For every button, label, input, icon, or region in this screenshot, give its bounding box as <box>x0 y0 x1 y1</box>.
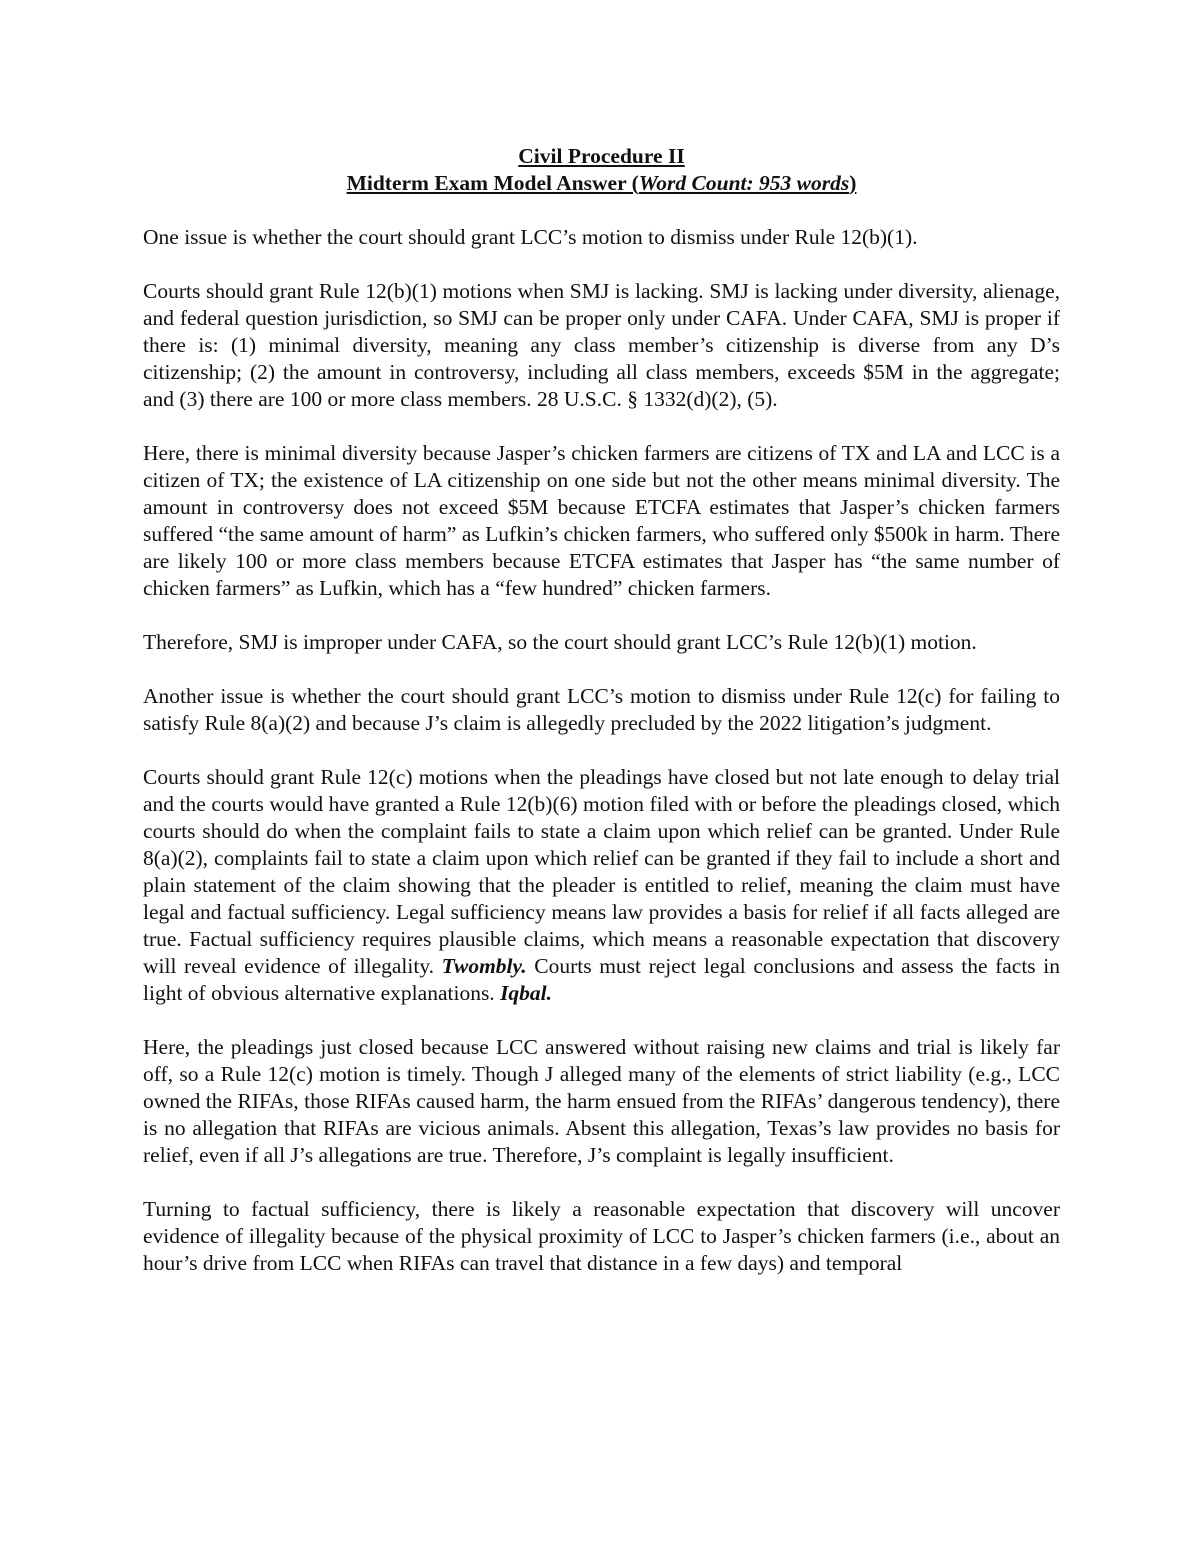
paragraph-rule-cafa: Courts should grant Rule 12(b)(1) motions when SMJ is lacking. SMJ is lacking under diversity, alienage, and federal question jurisdiction, so SMJ can be proper only under CAFA. Under CAFA, SMJ is proper if there is: (1) minimal diversity, meaning any class member’s citizenship is diverse from any D’s citizenship; (2) the amount in controversy, including all class members, exceeds $5M in the aggregate; and (3) there are 100 or more class members. 28 U.S.C. § 1332(d)(2), (5). <box>143 279 1060 411</box>
subtitle-suffix: ) <box>849 171 857 195</box>
paragraph-issue-2: Another issue is whether the court should grant LCC’s motion to dismiss under Rule 12(c) for failing to satisfy Rule 8(a)(2) and because J’s claim is allegedly precluded by the 2022 litigation’s judgment. <box>143 684 1060 735</box>
paragraph-issue-1: One issue is whether the court should grant LCC’s motion to dismiss under Rule 12(b)(1). <box>143 225 918 249</box>
subtitle-word-count: Word Count: 953 words <box>638 171 850 195</box>
rule-12c-text-b: Courts must reject legal conclusions and assess the facts in light of obvious alternative explanations. <box>143 954 1060 1005</box>
paragraph-analysis-factual-sufficiency: Turning to factual sufficiency, there is likely a reasonable expectation that discovery will uncover evidence of illegality because of the physical proximity of LCC to Jasper’s chicken farmers (i.e., about an hour’s drive from LCC when RIFAs can travel that distance in a few days) and temporal <box>143 1197 1060 1275</box>
case-citation-iqbal: Iqbal. <box>500 981 553 1005</box>
subtitle-prefix: Midterm Exam Model Answer ( <box>346 171 639 195</box>
paragraph-conclusion-cafa: Therefore, SMJ is improper under CAFA, so the court should grant LCC’s Rule 12(b)(1) motion. <box>143 630 977 654</box>
case-citation-twombly: Twombly. <box>441 954 527 978</box>
document-subtitle <box>143 170 1060 197</box>
rule-12c-text-a: Courts should grant Rule 12(c) motions when the pleadings have closed but not late enough to delay trial and the courts would have granted a Rule 12(b)(6) motion filed with or before the pleadings closed, which courts should do when the complaint fails to state a claim upon which relief can be granted. Under Rule 8(a)(2), complaints fail to state a claim upon which relief can be granted if they fail to include a short and plain statement of the claim showing that the pleader is entitled to relief, meaning the claim must have legal and factual sufficiency. Legal sufficiency means law provides a basis for relief if all facts alleged are true. Factual sufficiency requires plausible claims, which means a reasonable expectation that discovery will reveal evidence of illegality. <box>143 765 1060 978</box>
paragraph-rule-12c <box>143 764 1060 1007</box>
paragraph-analysis-cafa: Here, there is minimal diversity because Jasper’s chicken farmers are citizens of TX and LA and LCC is a citizen of TX; the existence of LA citizenship on one side but not the other means minimal diversity. The amount in controversy does not exceed $5M because ETCFA estimates that Jasper’s chicken farmers suffered “the same amount of harm” as Lufkin’s chicken farmers, who suffered only $500k in harm. There are likely 100 or more class members because ETCFA estimates that Jasper has “the same number of chicken farmers” as Lufkin, which has a “few hundred” chicken farmers. <box>143 441 1060 600</box>
paragraph-analysis-legal-sufficiency: Here, the pleadings just closed because LCC answered without raising new claims and trial is likely far off, so a Rule 12(c) motion is timely. Though J alleged many of the elements of strict liability (e.g., LCC owned the RIFAs, those RIFAs caused harm, the harm ensued from the RIFAs’ dangerous tendency), there is no allegation that RIFAs are vicious animals. Absent this allegation, Texas’s law provides no basis for relief, even if all J’s allegations are true. Therefore, J’s complaint is legally insufficient. <box>143 1035 1060 1167</box>
document-title: Civil Procedure II <box>518 144 685 168</box>
